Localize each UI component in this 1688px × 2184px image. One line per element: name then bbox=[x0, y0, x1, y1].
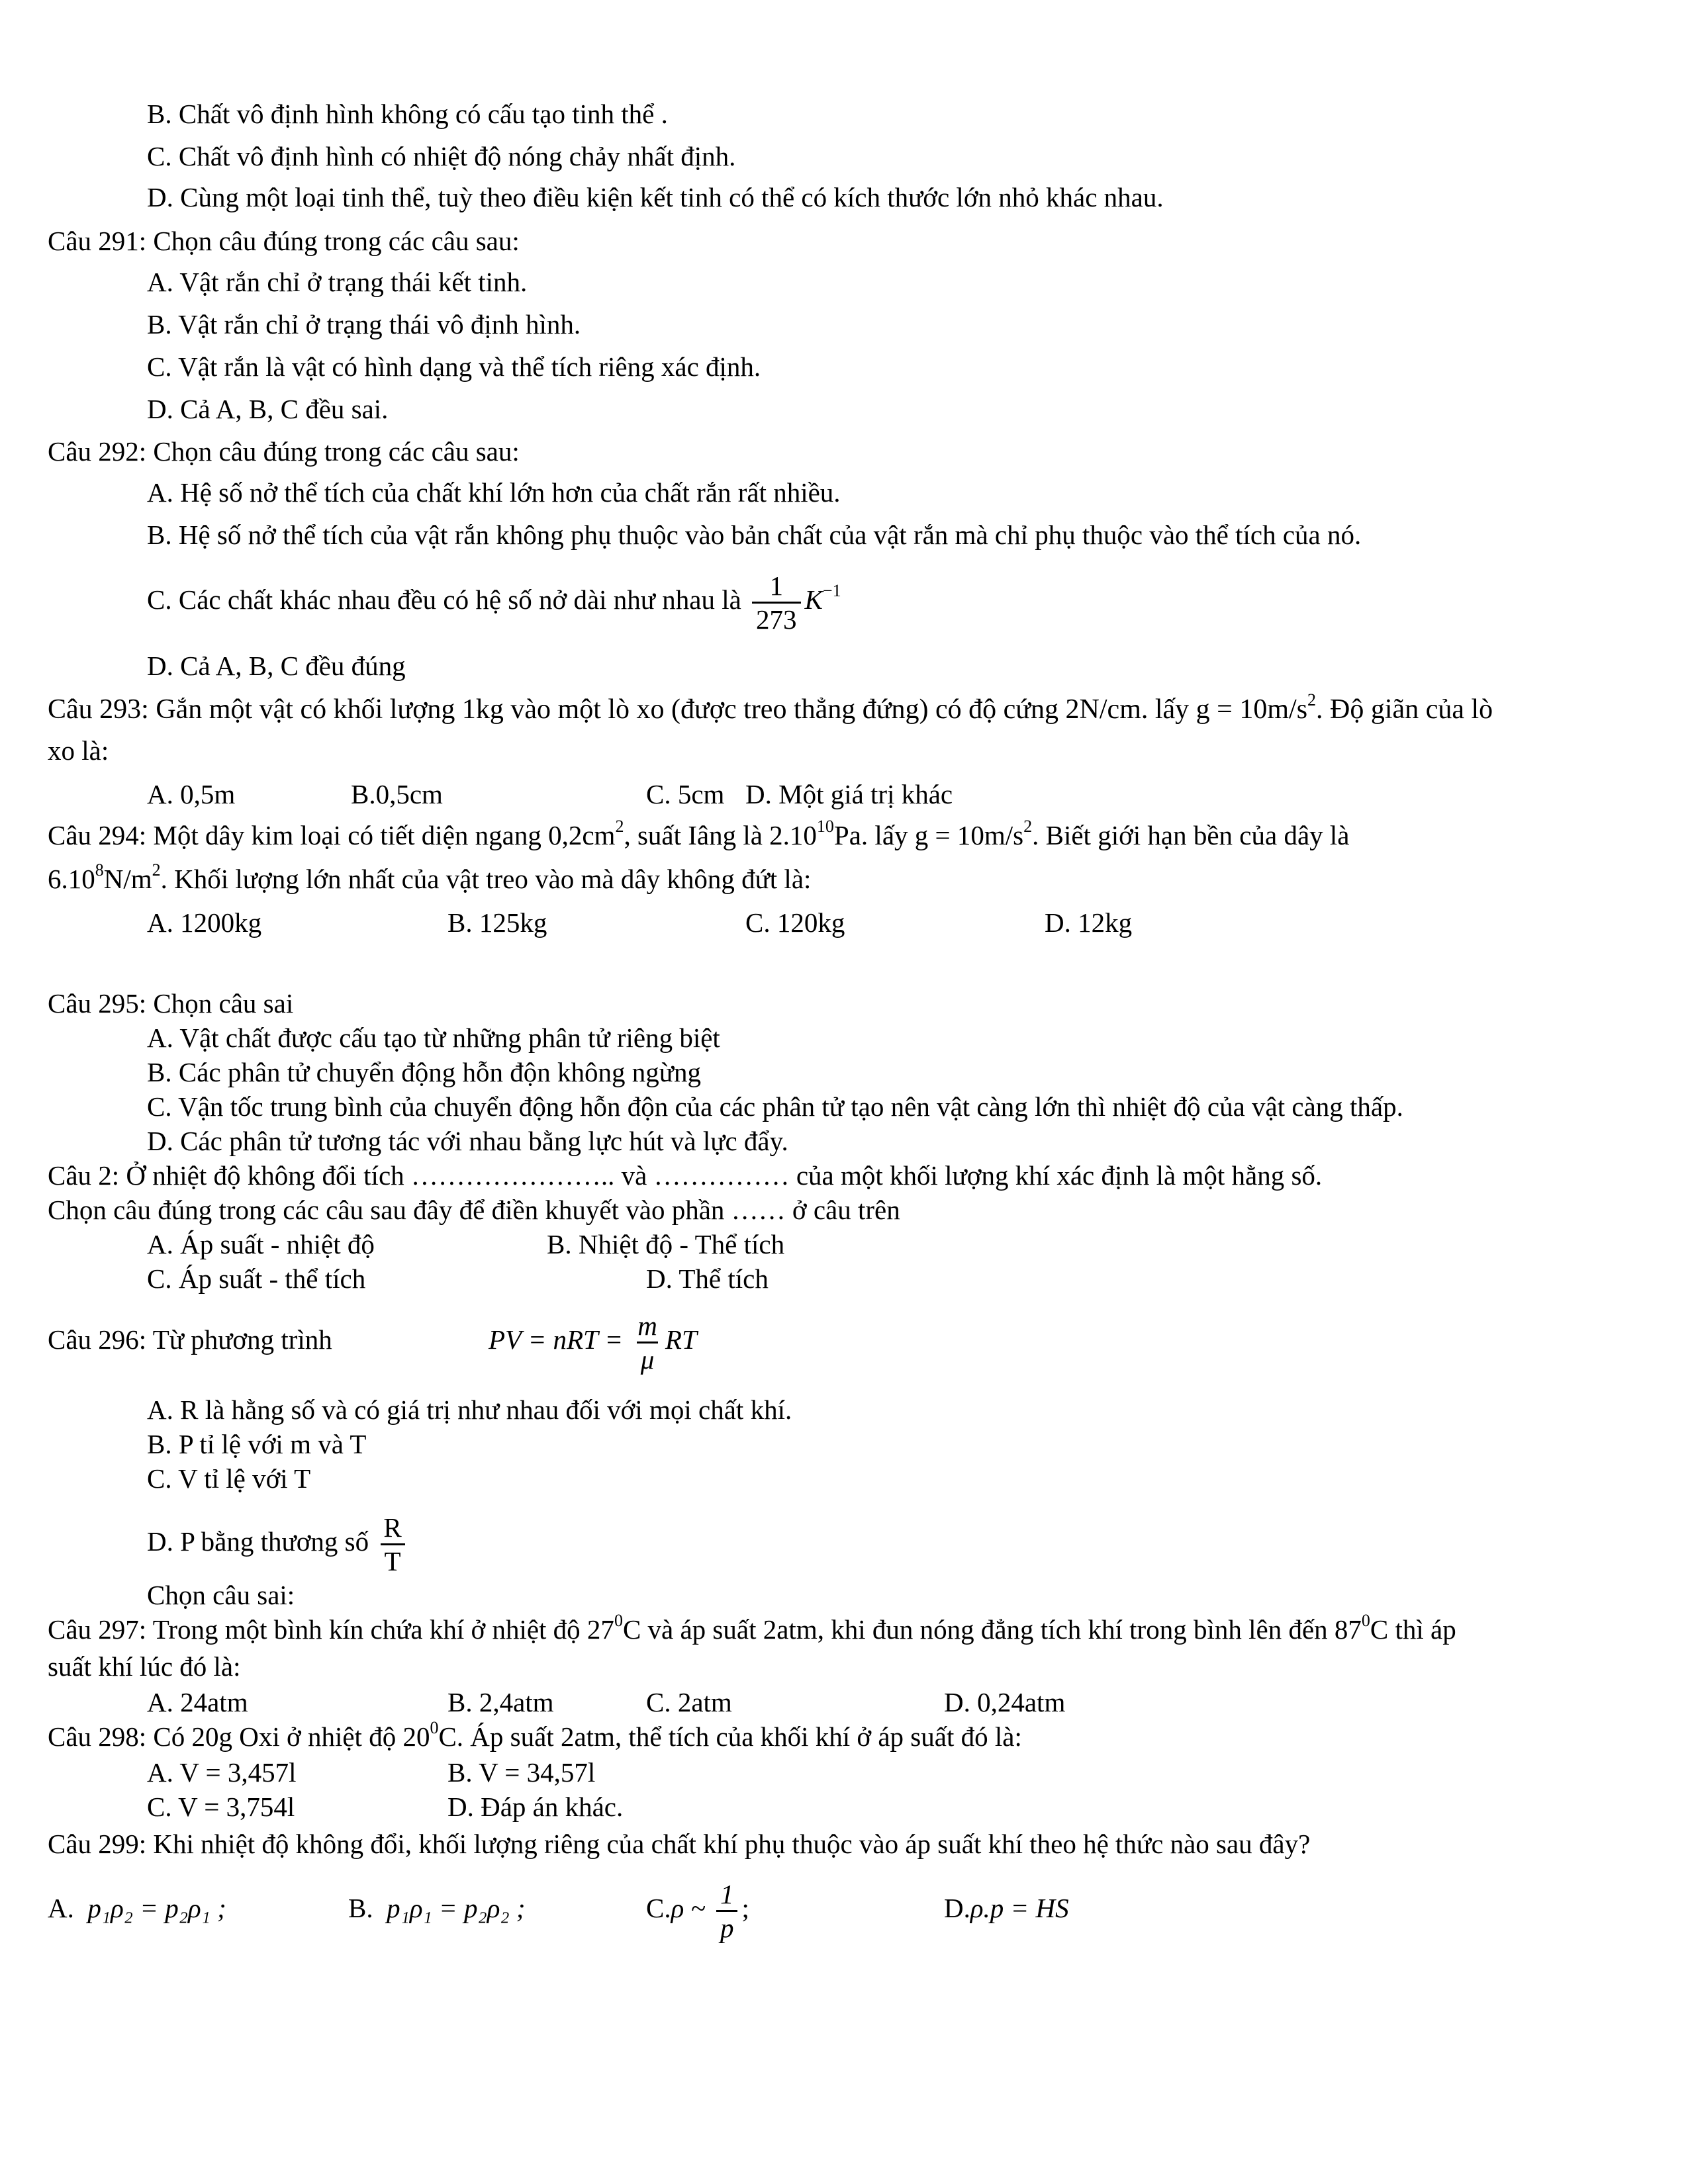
q294-exp-6: 2 bbox=[152, 860, 161, 880]
q299-option-d-expression: ρ.p = HS bbox=[970, 1893, 1069, 1923]
q294-part-6: N/m bbox=[103, 864, 152, 894]
q2-option-d: D. Thể tích bbox=[646, 1263, 769, 1294]
q291-option-b: B. Vật rắn chỉ ở trạng thái vô định hình. bbox=[147, 309, 581, 340]
q296-option-c: C. V tỉ lệ với T bbox=[147, 1463, 311, 1494]
q294-exp-5: 8 bbox=[95, 860, 104, 880]
fraction-1-over-273 bbox=[752, 570, 801, 635]
q294-option-c: C. 120kg bbox=[745, 907, 845, 938]
q294-option-a: A. 1200kg bbox=[147, 907, 262, 938]
q294-exp-3: 2 bbox=[1023, 817, 1033, 837]
fraction-denominator: 273 bbox=[752, 602, 801, 635]
q298-option-b: B. V = 34,57l bbox=[447, 1757, 596, 1788]
fraction-m-over-mu bbox=[633, 1310, 661, 1375]
q298-option-d: D. Đáp án khác. bbox=[447, 1792, 624, 1822]
question-297-stem-continued: suất khí lúc đó là: bbox=[48, 1651, 241, 1682]
q297-exp-1: 0 bbox=[614, 1611, 623, 1631]
q295-option-c: C. Vận tốc trung bình của chuyển động hỗn độn của các phân tử tạo nên vật càng lớn thì nhiệt độ của vật càng thấp. bbox=[147, 1091, 1403, 1122]
q297-option-d: D. 0,24atm bbox=[944, 1687, 1066, 1717]
q299-option-c-tail: ; bbox=[741, 1893, 749, 1923]
fraction-denominator: p bbox=[716, 1910, 738, 1944]
q2-option-b: B. Nhiệt độ - Thể tích bbox=[547, 1229, 785, 1259]
question-298-stem bbox=[48, 1719, 1022, 1754]
q292-option-a: A. Hệ số nở thể tích của chất khí lớn hơn của chất rắn rất nhiều. bbox=[147, 477, 841, 508]
question-291-stem: Câu 291: Chọn câu đúng trong các câu sau: bbox=[48, 226, 520, 256]
fraction-numerator: 1 bbox=[720, 1879, 734, 1910]
q294-part-1: Câu 294: Một dây kim loại có tiết diện ngang 0,2cm bbox=[48, 820, 616, 850]
q294-part-2: , suất Iâng là 2.10 bbox=[624, 820, 817, 850]
question-2-stem: Câu 2: Ở nhiệt độ không đổi tích ………………….. và …………… của một khối lượng khí xác định là một hằng số. bbox=[48, 1160, 1323, 1191]
q299-option-b-expression: p₁ρ₁ = p₂ρ₂ ; bbox=[387, 1893, 526, 1923]
question-2-instruction: Chọn câu đúng trong các câu sau đây để điền khuyết vào phần …… ở câu trên bbox=[48, 1195, 900, 1225]
q295-option-a: A. Vật chất được cấu tạo từ những phân tử riêng biệt bbox=[147, 1023, 720, 1053]
q298-option-a: A. V = 3,457l bbox=[147, 1757, 297, 1788]
q295-option-d: D. Các phân tử tương tác với nhau bằng lực hút và lực đẩy. bbox=[147, 1126, 788, 1156]
q294-exp-1: 2 bbox=[615, 817, 624, 837]
q292-option-b: B. Hệ số nở thể tích của vật rắn không phụ thuộc vào bản chất của vật rắn mà chỉ phụ thuộc vào thể tích của nó. bbox=[147, 520, 1362, 550]
q291-option-a: A. Vật rắn chỉ ở trạng thái kết tinh. bbox=[147, 267, 528, 297]
question-295-stem: Câu 295: Chọn câu sai bbox=[48, 988, 294, 1019]
fraction-numerator: m bbox=[637, 1310, 657, 1342]
q296-instruction: Chọn câu sai: bbox=[147, 1580, 295, 1610]
q299-option-a-label: A. bbox=[48, 1893, 74, 1923]
q296-option-a: A. R là hằng số và có giá trị như nhau đối với mọi chất khí. bbox=[147, 1394, 792, 1425]
q299-option-c-label: C. bbox=[646, 1893, 671, 1923]
q293-stem-end: . Độ giãn của lò bbox=[1316, 694, 1493, 725]
kelvin-exponent: −1 bbox=[822, 581, 841, 601]
q293-exponent: 2 bbox=[1307, 690, 1317, 709]
question-296-stem: Câu 296: Từ phương trình bbox=[48, 1324, 332, 1355]
q294-exp-2: 10 bbox=[816, 817, 834, 837]
fraction-numerator: 1 bbox=[769, 570, 784, 602]
q294-part-7: . Khối lượng lớn nhất của vật treo vào mà dây không đứt là: bbox=[160, 864, 812, 894]
q297-exp-2: 0 bbox=[1361, 1611, 1370, 1631]
q291-option-d: D. Cả A, B, C đều sai. bbox=[147, 394, 389, 424]
q292-option-c bbox=[147, 568, 841, 635]
q294-option-d: D. 12kg bbox=[1045, 907, 1133, 938]
q297-part-2: C và áp suất 2atm, khi đun nóng đẳng tích khí trong bình lên đến 87 bbox=[622, 1614, 1362, 1645]
q299-option-d-label: D. bbox=[944, 1893, 970, 1923]
fraction-r-over-t bbox=[379, 1512, 405, 1577]
question-294-stem bbox=[48, 818, 1350, 852]
q295-option-b: B. Các phân tử chuyển động hỗn độn không ngừng bbox=[147, 1057, 702, 1087]
fraction-denominator: T bbox=[381, 1543, 405, 1577]
q298-part-2: C. Áp suất 2atm, thể tích của khối khí ở áp suất đó là: bbox=[438, 1721, 1022, 1752]
q297-option-c: C. 2atm bbox=[646, 1687, 732, 1717]
question-292-stem: Câu 292: Chọn câu đúng trong các câu sau: bbox=[48, 436, 520, 467]
q299-option-b bbox=[348, 1869, 526, 1947]
q296-option-d bbox=[147, 1502, 410, 1580]
q298-option-c: C. V = 3,754l bbox=[147, 1792, 295, 1822]
option-c: C. Chất vô định hình có nhiệt độ nóng chảy nhất định. bbox=[147, 141, 736, 171]
q294-option-b: B. 125kg bbox=[447, 907, 547, 938]
q297-option-a: A. 24atm bbox=[147, 1687, 248, 1717]
equation-right-side: RT bbox=[665, 1324, 697, 1355]
ideal-gas-equation bbox=[489, 1298, 697, 1381]
question-293-stem-continued: xo là: bbox=[48, 735, 109, 766]
q293-option-b: B.0,5cm bbox=[351, 779, 443, 809]
q291-option-c: C. Vật rắn là vật có hình dạng và thể tích riêng xác định. bbox=[147, 351, 761, 382]
q292-option-d: D. Cả A, B, C đều đúng bbox=[147, 651, 406, 681]
question-294-stem-continued bbox=[48, 862, 811, 896]
q2-option-c: C. Áp suất - thể tích bbox=[147, 1263, 366, 1294]
q296-option-d-text: D. P bằng thương số bbox=[147, 1526, 369, 1557]
fraction-numerator: R bbox=[383, 1512, 402, 1543]
q296-option-b: B. P tỉ lệ với m và T bbox=[147, 1429, 367, 1459]
question-297-stem bbox=[48, 1612, 1456, 1647]
q299-option-c bbox=[646, 1869, 749, 1947]
q299-option-a bbox=[48, 1869, 226, 1947]
question-293-stem bbox=[48, 692, 1493, 727]
equation-left-side: PV = nRT = bbox=[489, 1324, 624, 1355]
q294-part-5: 6.10 bbox=[48, 864, 95, 894]
q293-option-a: A. 0,5m bbox=[147, 779, 236, 809]
q293-stem-part: Câu 293: Gắn một vật có khối lượng 1kg vào một lò xo (được treo thẳng đứng) có độ cứng 2N/cm. lấy g = 10m/s bbox=[48, 694, 1308, 725]
fraction-1-over-p bbox=[716, 1878, 738, 1944]
q297-part-3: C thì áp bbox=[1370, 1614, 1456, 1645]
option-d: D. Cùng một loại tinh thể, tuỳ theo điều kiện kết tinh có thể có kích thước lớn nhỏ khác nhau. bbox=[147, 182, 1164, 212]
option-b: B. Chất vô định hình không có cấu tạo tinh thể . bbox=[147, 99, 668, 129]
fraction-denominator: μ bbox=[637, 1342, 659, 1375]
q297-option-b: B. 2,4atm bbox=[447, 1687, 554, 1717]
q293-option-c: C. 5cm bbox=[646, 779, 725, 809]
kelvin-unit: K bbox=[804, 584, 823, 615]
q299-option-d bbox=[944, 1869, 1069, 1947]
q299-option-a-expression: p₁ρ₂ = p₂ρ₁ ; bbox=[87, 1893, 226, 1923]
question-299-stem: Câu 299: Khi nhiệt độ không đổi, khối lượng riêng của chất khí phụ thuộc vào áp suất khí theo hệ thức nào sau đây? bbox=[48, 1829, 1311, 1859]
q299-option-b-label: B. bbox=[348, 1893, 373, 1923]
q299-option-c-expression: ρ ~ bbox=[671, 1893, 706, 1923]
q294-part-4: . Biết giới hạn bền của dây là bbox=[1032, 820, 1350, 850]
q298-part-1: Câu 298: Có 20g Oxi ở nhiệt độ 20 bbox=[48, 1721, 430, 1752]
q294-part-3: Pa. lấy g = 10m/s bbox=[833, 820, 1024, 850]
q297-part-1: Câu 297: Trong một bình kín chứa khí ở nhiệt độ 27 bbox=[48, 1614, 614, 1645]
q2-option-a: A. Áp suất - nhiệt độ bbox=[147, 1229, 375, 1259]
q298-exp-1: 0 bbox=[430, 1718, 439, 1738]
q292-option-c-text: C. Các chất khác nhau đều có hệ số nở dài như nhau là bbox=[147, 584, 741, 615]
q293-option-d: D. Một giá trị khác bbox=[745, 779, 953, 809]
